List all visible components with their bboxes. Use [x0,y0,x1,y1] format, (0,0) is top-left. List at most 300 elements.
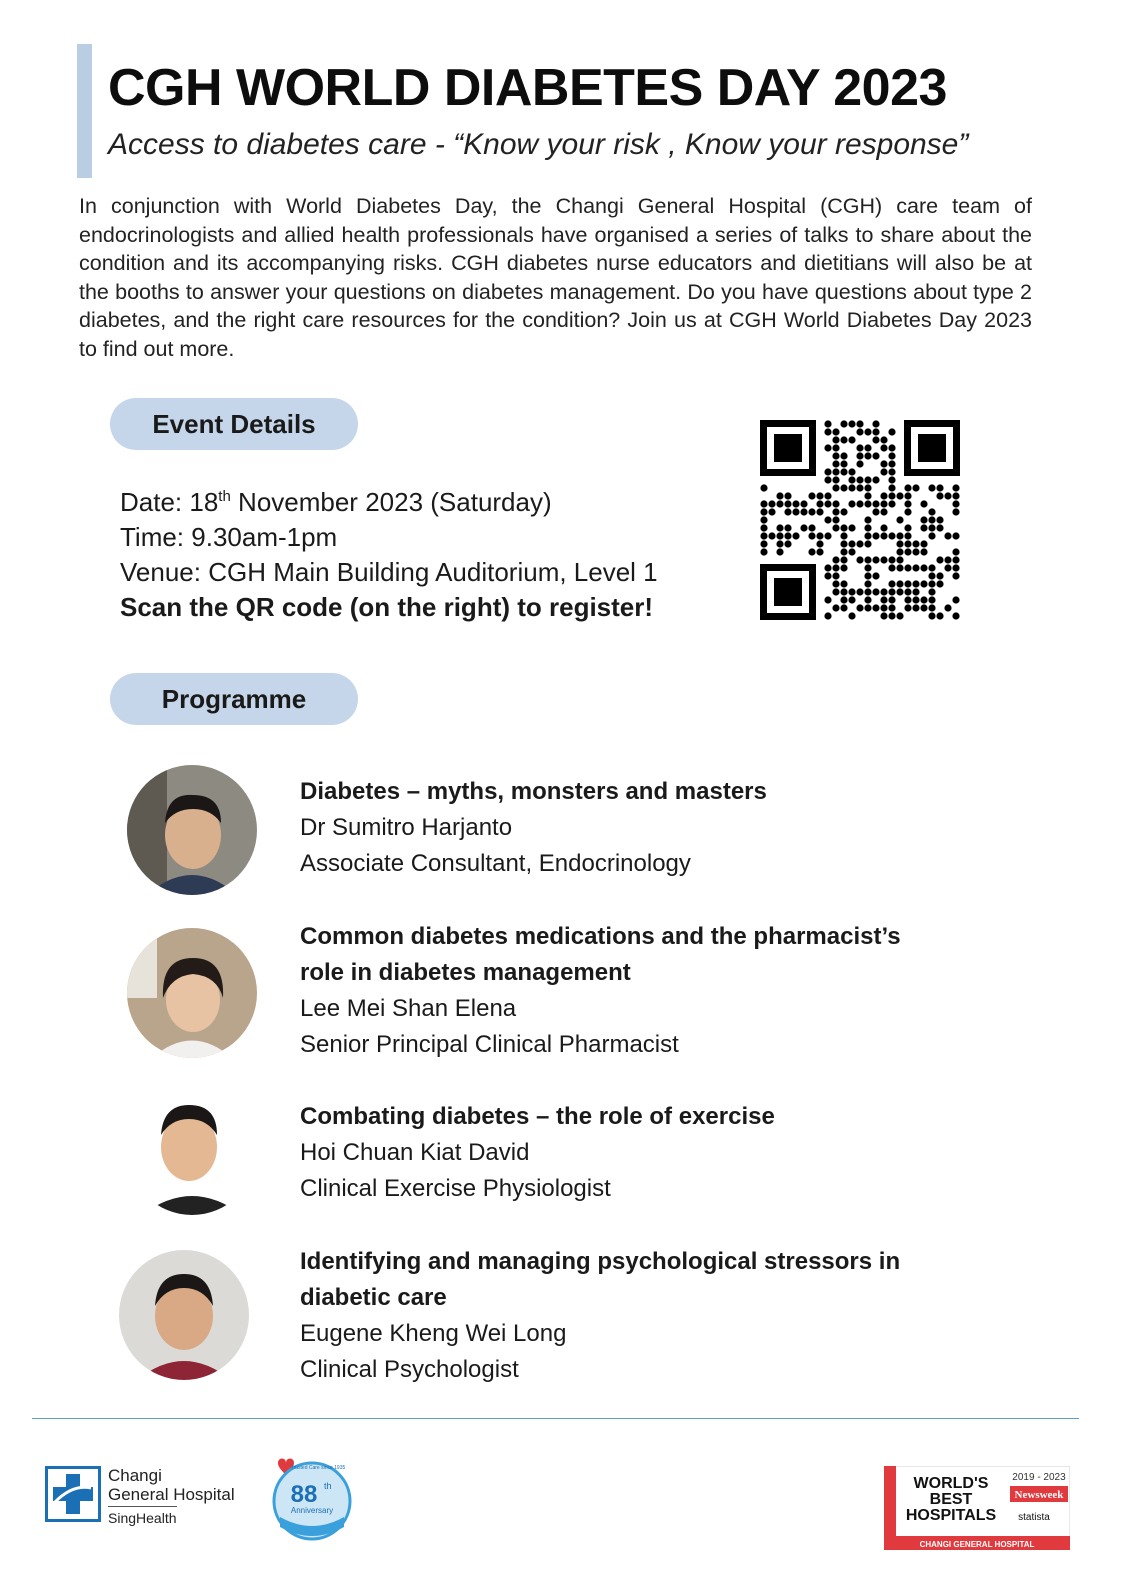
qr-module [808,548,815,555]
qr-module [936,516,943,523]
qr-module [760,524,767,531]
qr-module [936,572,943,579]
anniversary-label: Anniversary [290,1506,334,1515]
qr-module [864,492,871,499]
speaker-photo-2 [127,928,257,1058]
qr-module [832,444,839,451]
qr-module [912,588,919,595]
qr-module [832,556,839,563]
qr-module [888,444,895,451]
qr-module [880,604,887,611]
qr-module [920,596,927,603]
qr-module [880,436,887,443]
qr-module [888,484,895,491]
qr-module [824,420,831,427]
qr-module [760,532,767,539]
qr-module [824,516,831,523]
registration-qr-code[interactable] [760,420,960,620]
qr-module [912,540,919,547]
qr-module [952,596,959,603]
qr-module [792,500,799,507]
qr-module [824,596,831,603]
qr-module [776,524,783,531]
talk-speaker: Eugene Kheng Wei Long [300,1320,567,1347]
qr-module [920,516,927,523]
qr-module [832,428,839,435]
qr-module [840,420,847,427]
qr-module [952,564,959,571]
talk-role: Clinical Psychologist [300,1356,519,1383]
event-date-sup: th [218,488,231,505]
qr-module [856,460,863,467]
qr-module [880,460,887,467]
qr-module [888,580,895,587]
qr-module [920,524,927,531]
qr-module [952,484,959,491]
qr-module [856,476,863,483]
qr-module [904,500,911,507]
qr-module [864,484,871,491]
qr-module [888,492,895,499]
qr-module [952,532,959,539]
anniversary-number: 88 [290,1481,318,1508]
qr-module [904,596,911,603]
qr-module [920,580,927,587]
qr-module [952,612,959,619]
qr-module [864,428,871,435]
qr-module [888,476,895,483]
cgh-logo-text [108,1466,235,1528]
qr-module [888,428,895,435]
qr-module [904,532,911,539]
qr-module [840,564,847,571]
qr-module [824,500,831,507]
qr-module [864,476,871,483]
qr-module [848,500,855,507]
qr-module [872,452,879,459]
qr-module [856,420,863,427]
qr-module [864,556,871,563]
qr-module [864,588,871,595]
qr-module [864,604,871,611]
qr-module [856,428,863,435]
qr-module [832,452,839,459]
qr-module [760,508,767,515]
qr-module [880,556,887,563]
qr-module [824,532,831,539]
qr-module [920,548,927,555]
qr-module [816,508,823,515]
qr-module [832,580,839,587]
qr-module [872,556,879,563]
qr-module [912,604,919,611]
qr-module [840,588,847,595]
qr-module [904,548,911,555]
talk-role: Associate Consultant, Endocrinology [300,850,691,877]
qr-module [936,492,943,499]
qr-module [856,556,863,563]
qr-module [824,572,831,579]
qr-module [840,460,847,467]
qr-module [896,492,903,499]
qr-module [824,564,831,571]
qr-module [824,476,831,483]
event-venue: Venue: CGH Main Building Auditorium, Level 1 [120,557,658,587]
qr-module [880,588,887,595]
qr-module [760,548,767,555]
qr-module [840,532,847,539]
qr-module [880,468,887,475]
qr-module [928,484,935,491]
qr-module [824,444,831,451]
qr-module [832,468,839,475]
qr-module [904,604,911,611]
qr-module [824,468,831,475]
qr-module [896,580,903,587]
qr-module [760,500,767,507]
talk-title: Diabetes – myths, monsters and masters [300,778,767,805]
qr-module [904,564,911,571]
qr-module [784,532,791,539]
qr-module [840,508,847,515]
qr-module [920,540,927,547]
qr-module [888,612,895,619]
wbh-newsweek: Newsweek [1014,1489,1064,1501]
qr-module [928,612,935,619]
talk-title: Common diabetes medications and the pharmacist’s role in diabetes management [300,923,901,986]
qr-module [760,516,767,523]
qr-module [808,508,815,515]
event-details-heading: Event Details [110,398,358,450]
qr-module [848,548,855,555]
cgh-group: SingHealth [108,1506,177,1528]
wbh-statista: statista [1018,1512,1050,1523]
qr-module [880,500,887,507]
qr-module [840,604,847,611]
qr-module [896,556,903,563]
qr-module [816,492,823,499]
qr-module [872,572,879,579]
qr-module [880,444,887,451]
qr-module [864,596,871,603]
qr-module [856,588,863,595]
qr-module [872,508,879,515]
qr-module [912,484,919,491]
qr-module [768,532,775,539]
qr-module [856,604,863,611]
qr-module [896,548,903,555]
speaker-photo-1 [127,765,257,895]
qr-module [880,524,887,531]
qr-module [784,524,791,531]
qr-module [904,540,911,547]
qr-module [840,540,847,547]
qr-module [776,492,783,499]
qr-module [928,524,935,531]
qr-module [832,484,839,491]
talk-2 [300,919,940,1063]
qr-module [952,500,959,507]
qr-module [832,460,839,467]
register-cta: Scan the QR code (on the right) to register! [120,592,654,622]
qr-module [760,540,767,547]
speaker-photo-4 [119,1250,249,1380]
qr-module [904,508,911,515]
qr-module [928,580,935,587]
cgh-logo-icon [45,1466,101,1522]
qr-module [864,500,871,507]
qr-module [824,492,831,499]
qr-module [896,532,903,539]
qr-module [888,452,895,459]
qr-module [832,500,839,507]
qr-module [936,556,943,563]
qr-module [800,524,807,531]
qr-module [824,428,831,435]
qr-module [872,604,879,611]
qr-module [856,500,863,507]
event-date-rest: November 2023 (Saturday) [230,487,552,517]
qr-module [864,572,871,579]
qr-module [920,564,927,571]
qr-module [776,548,783,555]
qr-module [944,532,951,539]
qr-module [928,564,935,571]
qr-module [816,548,823,555]
event-details [120,485,658,625]
qr-module [944,492,951,499]
qr-module [840,596,847,603]
qr-module [872,420,879,427]
qr-module [848,540,855,547]
qr-module [832,564,839,571]
qr-module [832,436,839,443]
qr-module [848,524,855,531]
wbh-line-2: BEST [929,1491,973,1508]
qr-module [872,588,879,595]
qr-module [840,436,847,443]
qr-module [920,500,927,507]
cgh-name-1: Changi [108,1466,162,1485]
qr-module [904,580,911,587]
qr-module [824,612,831,619]
qr-module [864,524,871,531]
qr-module [768,500,775,507]
qr-module [792,532,799,539]
qr-module [848,420,855,427]
qr-module [776,532,783,539]
qr-module [856,444,863,451]
qr-module [832,588,839,595]
anniversary-suffix: th [324,1481,332,1491]
qr-module [904,524,911,531]
qr-module [864,580,871,587]
wbh-years: 2019 - 2023 [1012,1472,1066,1483]
qr-module [888,556,895,563]
qr-module [816,500,823,507]
qr-module [872,436,879,443]
wbh-line-3: HOSPITALS [905,1507,997,1524]
qr-module [880,596,887,603]
qr-module [840,468,847,475]
qr-module [832,572,839,579]
qr-module [864,532,871,539]
qr-module [840,484,847,491]
qr-module [896,540,903,547]
qr-module [832,524,839,531]
qr-module [888,460,895,467]
qr-module [880,532,887,539]
qr-module [808,532,815,539]
cgh-name-2: General Hospital [108,1485,235,1504]
qr-module [808,524,815,531]
qr-module [760,484,767,491]
qr-module [872,500,879,507]
qr-module [928,532,935,539]
page-title: CGH WORLD DIABETES DAY 2023 [108,59,947,117]
qr-module [848,484,855,491]
talk-speaker: Lee Mei Shan Elena [300,995,517,1022]
speaker-photo-3 [127,1085,257,1215]
qr-module [880,508,887,515]
qr-module [800,500,807,507]
qr-module [952,492,959,499]
qr-module [840,524,847,531]
qr-module [872,532,879,539]
qr-module [944,556,951,563]
wbh-footer: CHANGI GENERAL HOSPITAL [919,1540,1035,1549]
talk-title: Combating diabetes – the role of exercise [300,1103,775,1130]
qr-module [928,516,935,523]
event-time: Time: 9.30am-1pm [120,522,338,552]
qr-module [896,564,903,571]
qr-module [920,604,927,611]
qr-module [880,612,887,619]
qr-module [888,596,895,603]
wbh-line-1: WORLD'S [913,1475,989,1492]
qr-module [952,556,959,563]
qr-module [848,612,855,619]
intro-paragraph: In conjunction with World Diabetes Day, the Changi General Hospital (CGH) care team of endocrinologists and allied health professionals have organised a series of talks to share about the condition and its accompanying risks. CGH diabetes nurse educators and dietitians will also be at the booths to answer your questions on diabetes management. Do you have questions about type 2 diabetes, and the right care resources for the condition? Join us at CGH World Diabetes Day 2023 to find out more. [79,194,1032,361]
qr-module [784,540,791,547]
qr-module [816,532,823,539]
qr-module [848,468,855,475]
qr-module [848,476,855,483]
footer-divider [32,1418,1079,1419]
qr-module [840,452,847,459]
qr-module [936,524,943,531]
qr-module [928,596,935,603]
event-date-prefix: Date: 18 [120,487,219,517]
qr-module [896,588,903,595]
page-subtitle: Access to diabetes care - “Know your risk , Know your response” [108,128,969,161]
qr-module [776,500,783,507]
qr-module [888,588,895,595]
qr-module [784,508,791,515]
talk-3 [300,1099,775,1207]
qr-module [832,604,839,611]
qr-module [816,540,823,547]
qr-module [840,556,847,563]
qr-module [800,508,807,515]
qr-module [784,492,791,499]
qr-module [928,508,935,515]
qr-module [888,532,895,539]
qr-module [864,452,871,459]
qr-module [888,564,895,571]
qr-module [856,452,863,459]
qr-module [856,540,863,547]
title-accent-bar [77,44,92,178]
qr-module [912,548,919,555]
talk-1 [300,774,767,882]
qr-module [944,564,951,571]
qr-module [768,508,775,515]
qr-module [848,596,855,603]
qr-module [872,476,879,483]
anniversary-88-badge [266,1455,358,1543]
qr-module [912,596,919,603]
qr-module [904,484,911,491]
qr-module [896,612,903,619]
qr-module [904,588,911,595]
qr-module [904,492,911,499]
qr-module [896,516,903,523]
qr-module [952,548,959,555]
qr-module [864,540,871,547]
qr-module [928,588,935,595]
worlds-best-hospitals-badge [884,1466,1070,1550]
qr-module [912,580,919,587]
qr-module [864,564,871,571]
qr-module [848,436,855,443]
talk-role: Senior Principal Clinical Pharmacist [300,1031,679,1058]
qr-module [936,484,943,491]
qr-module [936,612,943,619]
qr-module [888,604,895,611]
qr-module [928,604,935,611]
qr-module [944,604,951,611]
qr-module [792,508,799,515]
qr-module [832,508,839,515]
qr-module [880,492,887,499]
qr-module [888,500,895,507]
qr-module [864,516,871,523]
talk-title: Identifying and managing psychological stressors in diabetic care [300,1248,901,1311]
programme-heading: Programme [110,673,358,725]
event-date [120,485,658,520]
qr-module [832,516,839,523]
qr-module [912,564,919,571]
talk-speaker: Dr Sumitro Harjanto [300,814,513,841]
qr-module [840,580,847,587]
talk-speaker: Hoi Chuan Kiat David [300,1139,530,1166]
qr-module [776,540,783,547]
anniversary-tagline: Trusted Care since 1935 [290,1465,346,1471]
qr-module [952,508,959,515]
qr-module [864,444,871,451]
talk-role: Clinical Exercise Physiologist [300,1175,611,1202]
qr-module [888,468,895,475]
qr-module [840,548,847,555]
qr-module [856,484,863,491]
qr-module [808,492,815,499]
qr-module [848,588,855,595]
qr-module [936,580,943,587]
qr-module [928,572,935,579]
qr-module [872,428,879,435]
qr-module [952,572,959,579]
